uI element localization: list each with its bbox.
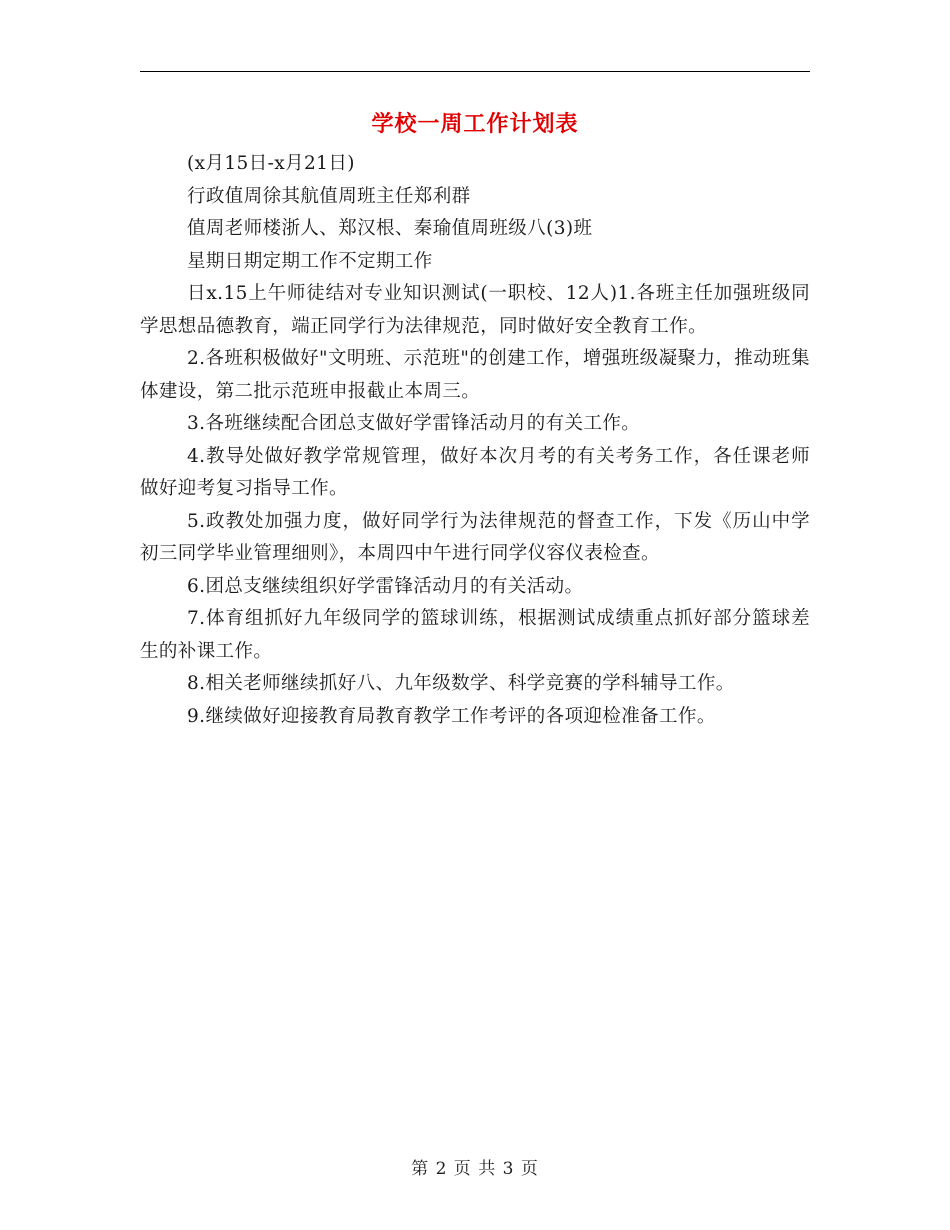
header-rule <box>140 71 810 72</box>
plan-item-3: 3.各班继续配合团总支做好学雷锋活动月的有关工作。 <box>187 413 641 434</box>
plan-item-8: 8.相关老师继续抓好八、九年级数学、科学竞赛的学科辅导工作。 <box>187 673 735 694</box>
plan-item-4: 4.教导处做好教学常规管理，做好本次月考的有关考务工作，各任课老师做好迎考复习指导工作。 <box>140 445 810 499</box>
date-range-line: (x月15日-x月21日) <box>187 153 355 174</box>
plan-item-1: 日x.15上午师徒结对专业知识测试(一职校、12人)1.各班主任加强班级同学思想品德教育，端正同学行为法律规范，同时做好安全教育工作。 <box>140 283 810 337</box>
plan-item-5: 5.政教处加强力度，做好同学行为法律规范的督查工作，下发《历山中学初三同学毕业管理细则》，本周四中午进行同学仪容仪表检查。 <box>140 510 810 564</box>
page-number: 第 2 页 共 3 页 <box>411 1159 539 1179</box>
plan-item-9: 9.继续做好迎接教育局教育教学工作考评的各项迎检准备工作。 <box>187 705 716 727</box>
plan-item-7: 7.体育组抓好九年级同学的篮球训练，根据测试成绩重点抓好部分篮球差生的补课工作。 <box>140 608 810 662</box>
plan-item-6: 6.团总支继续组织好学雷锋活动月的有关活动。 <box>187 575 584 597</box>
document-title: 学校一周工作计划表 <box>371 111 579 137</box>
table-header-line: 星期日期定期工作不定期工作 <box>187 250 433 272</box>
duty-admin-line: 行政值周徐其航值周班主任郑利群 <box>187 185 471 207</box>
document-body <box>140 148 810 733</box>
plan-item-2: 2.各班积极做好"文明班、示范班"的创建工作，增强班级凝聚力，推动班集体建设，第二批示范班申报截止本周三。 <box>140 348 810 402</box>
duty-teachers-line: 值周老师楼浙人、郑汉根、秦瑜值周班级八(3)班 <box>187 218 593 239</box>
